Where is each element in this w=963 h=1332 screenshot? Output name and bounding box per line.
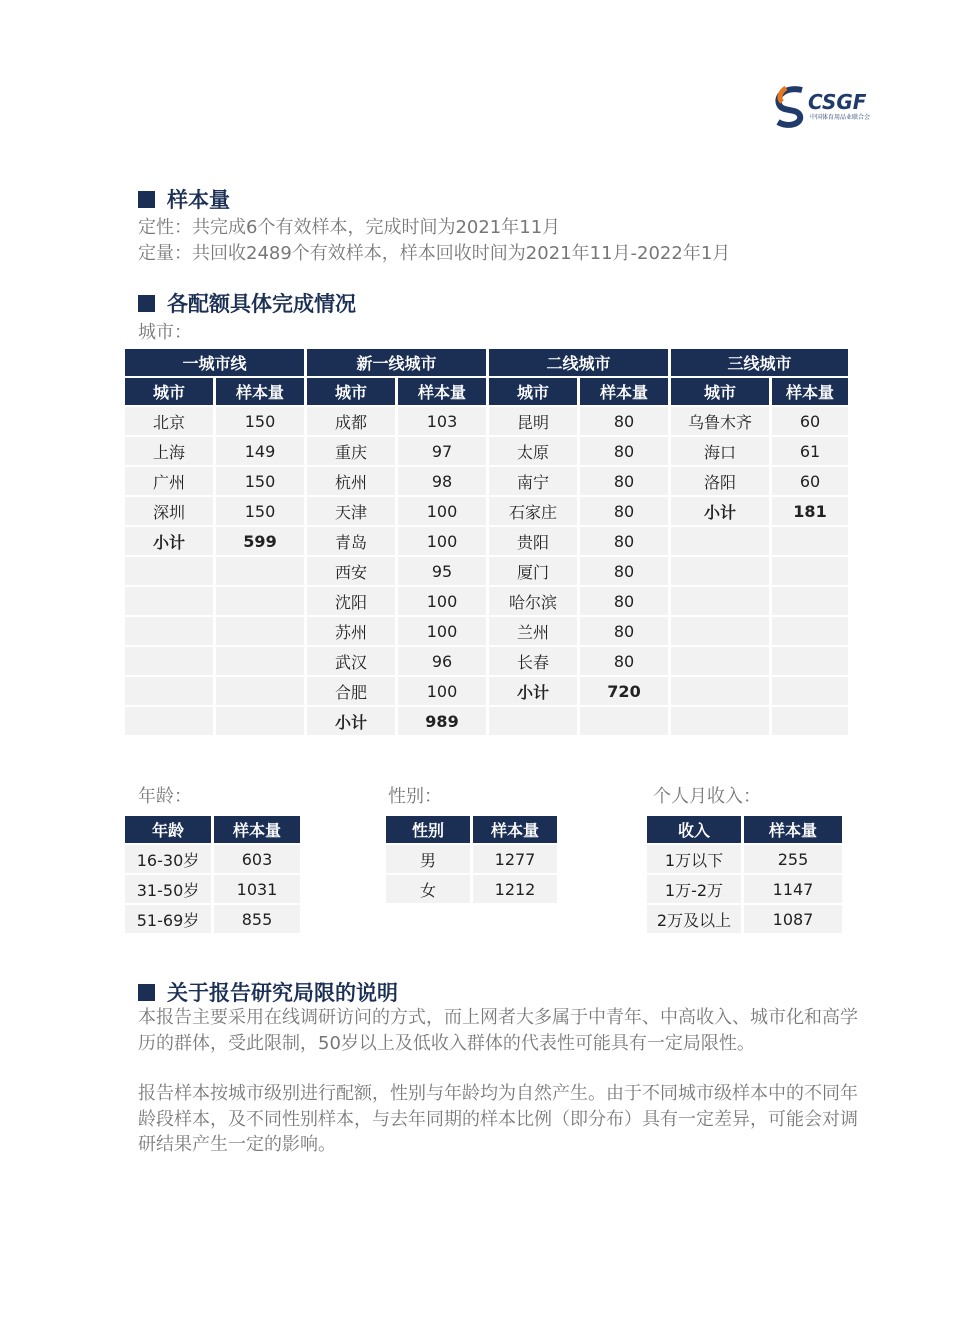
age-table <box>122 814 303 935</box>
age-label: 年龄： <box>138 786 192 807</box>
table-row <box>125 647 848 675</box>
table-row <box>125 587 848 615</box>
col-sample: 样本量 <box>772 378 848 405</box>
table-row <box>125 407 848 435</box>
income-col-header: 收入 <box>647 816 741 843</box>
table-cell: 贵阳 <box>489 527 577 555</box>
table-cell: 苏州 <box>307 617 395 645</box>
table-cell: 80 <box>580 467 668 495</box>
table-cell: 武汉 <box>307 647 395 675</box>
table-row <box>125 437 848 465</box>
table-cell: 1万-2万 <box>647 875 741 903</box>
table-cell: 海口 <box>671 437 769 465</box>
table-cell: 95 <box>398 557 486 585</box>
table-cell: 80 <box>580 437 668 465</box>
table-cell: 合肥 <box>307 677 395 705</box>
table-cell: 广州 <box>125 467 213 495</box>
gender-label: 性别： <box>388 786 442 807</box>
table-cell: 1277 <box>473 845 557 873</box>
table-cell <box>772 557 848 585</box>
table-cell: 150 <box>216 467 304 495</box>
age-col-header: 年龄 <box>125 816 211 843</box>
table-row <box>386 845 557 873</box>
limitations-paragraph-1: 本报告主要采用在线调研访问的方式，而上网者大多属于中青年、中高收入、城市化和高学历的群体，受此限制，50岁以上及低收入群体的代表性可能具有一定局限性。 <box>138 1007 858 1054</box>
table-cell: 南宁 <box>489 467 577 495</box>
table-cell <box>671 587 769 615</box>
table-cell: 杭州 <box>307 467 395 495</box>
table-cell: 深圳 <box>125 497 213 525</box>
table-cell: 石家庄 <box>489 497 577 525</box>
gender-col-header: 性别 <box>386 816 470 843</box>
sample-size-title: 样本量 <box>167 188 230 212</box>
table-row <box>125 905 300 933</box>
table-cell: 女 <box>386 875 470 903</box>
gender-table <box>383 814 560 905</box>
table-cell: 599 <box>216 527 304 555</box>
table-cell: 61 <box>772 437 848 465</box>
logo-tagline: 中国体育用品业联合会 <box>810 114 871 121</box>
tier1-header: 一城市线 <box>125 349 304 376</box>
table-cell: 1212 <box>473 875 557 903</box>
col-city: 城市 <box>125 378 213 405</box>
income-label: 个人月收入： <box>653 786 761 807</box>
limitations-heading <box>138 977 398 1007</box>
table-cell: 2万及以上 <box>647 905 741 933</box>
table-cell: 80 <box>580 647 668 675</box>
table-cell <box>216 707 304 735</box>
tier2-header: 二线城市 <box>489 349 668 376</box>
sample-col-header: 样本量 <box>214 816 300 843</box>
table-cell: 上海 <box>125 437 213 465</box>
table-cell <box>671 527 769 555</box>
tier3-header: 三线城市 <box>671 349 848 376</box>
table-cell <box>216 617 304 645</box>
table-cell <box>772 587 848 615</box>
table-cell: 哈尔滨 <box>489 587 577 615</box>
table-cell: 60 <box>772 467 848 495</box>
table-row <box>125 677 848 705</box>
table-cell: 天津 <box>307 497 395 525</box>
table-cell <box>125 677 213 705</box>
table-cell: 51-69岁 <box>125 905 211 933</box>
table-cell <box>772 617 848 645</box>
table-cell: 昆明 <box>489 407 577 435</box>
table-cell: 80 <box>580 527 668 555</box>
table-cell: 太原 <box>489 437 577 465</box>
sample-size-heading <box>138 184 230 214</box>
table-cell: 80 <box>580 557 668 585</box>
col-city: 城市 <box>671 378 769 405</box>
table-cell: 98 <box>398 467 486 495</box>
table-cell: 60 <box>772 407 848 435</box>
table-cell: 100 <box>398 527 486 555</box>
table-cell: 男 <box>386 845 470 873</box>
table-cell: 80 <box>580 617 668 645</box>
table-cell: 1万以下 <box>647 845 741 873</box>
table-cell: 厦门 <box>489 557 577 585</box>
table-cell: 兰州 <box>489 617 577 645</box>
table-cell <box>671 677 769 705</box>
table-cell: 100 <box>398 677 486 705</box>
table-cell: 长春 <box>489 647 577 675</box>
table-cell: 1147 <box>744 875 842 903</box>
table-cell: 沈阳 <box>307 587 395 615</box>
table-cell: 855 <box>214 905 300 933</box>
quota-title: 各配额具体完成情况 <box>167 292 356 316</box>
table-cell: 16-30岁 <box>125 845 211 873</box>
table-cell <box>671 617 769 645</box>
limitations-paragraph-2: 报告样本按城市级别进行配额，性别与年龄均为自然产生。由于不同城市级样本中的不同年龄段样本，及不同性别样本，与去年同期的样本比例（即分布）具有一定差异，可能会对调研结果产生一定的影响。 <box>138 1083 858 1155</box>
table-row <box>647 875 842 903</box>
table-row <box>125 875 300 903</box>
sample-col-header: 样本量 <box>744 816 842 843</box>
col-city: 城市 <box>489 378 577 405</box>
table-cell: 乌鲁木齐 <box>671 407 769 435</box>
table-cell: 603 <box>214 845 300 873</box>
table-cell <box>489 707 577 735</box>
table-cell <box>125 647 213 675</box>
table-cell: 成都 <box>307 407 395 435</box>
square-bullet-icon <box>138 191 155 208</box>
table-cell: 31-50岁 <box>125 875 211 903</box>
table-cell <box>772 677 848 705</box>
table-cell: 100 <box>398 617 486 645</box>
income-table <box>644 814 845 935</box>
table-row <box>125 707 848 735</box>
age-table-body <box>125 845 300 933</box>
table-cell: 小计 <box>307 707 395 735</box>
table-cell: 149 <box>216 437 304 465</box>
table-row <box>125 557 848 585</box>
city-label: 城市： <box>138 322 192 343</box>
table-cell: 150 <box>216 497 304 525</box>
table-cell: 103 <box>398 407 486 435</box>
gender-table-body <box>386 845 557 903</box>
table-cell: 重庆 <box>307 437 395 465</box>
quota-heading <box>138 288 356 318</box>
table-cell <box>216 587 304 615</box>
table-cell <box>772 527 848 555</box>
table-cell: 989 <box>398 707 486 735</box>
table-cell <box>671 557 769 585</box>
table-cell: 小计 <box>489 677 577 705</box>
table-cell <box>772 647 848 675</box>
table-cell: 100 <box>398 587 486 615</box>
col-sample: 样本量 <box>216 378 304 405</box>
table-row <box>125 467 848 495</box>
city-quota-table <box>122 347 851 737</box>
table-row <box>125 845 300 873</box>
col-city: 城市 <box>307 378 395 405</box>
table-cell: 1031 <box>214 875 300 903</box>
table-row <box>125 497 848 525</box>
csgf-logo <box>772 84 871 128</box>
csgf-logo-icon <box>772 84 812 128</box>
logo-name: CSGF <box>808 90 867 114</box>
table-cell <box>125 617 213 645</box>
table-cell: 北京 <box>125 407 213 435</box>
income-table-body <box>647 845 842 933</box>
square-bullet-icon <box>138 984 155 1001</box>
table-cell <box>125 587 213 615</box>
table-row <box>647 845 842 873</box>
table-cell: 小计 <box>671 497 769 525</box>
table-row <box>125 527 848 555</box>
new-tier1-header: 新一线城市 <box>307 349 486 376</box>
table-cell <box>580 707 668 735</box>
table-cell: 西安 <box>307 557 395 585</box>
table-cell: 青岛 <box>307 527 395 555</box>
col-sample: 样本量 <box>580 378 668 405</box>
table-cell <box>772 707 848 735</box>
table-cell: 小计 <box>125 527 213 555</box>
table-row <box>125 617 848 645</box>
table-cell: 97 <box>398 437 486 465</box>
square-bullet-icon <box>138 295 155 312</box>
quantitative-text: 定量：共回收2489个有效样本，样本回收时间为2021年11月-2022年1月 <box>138 243 731 264</box>
sample-col-header: 样本量 <box>473 816 557 843</box>
table-cell: 100 <box>398 497 486 525</box>
city-table-body <box>125 407 848 735</box>
table-cell: 洛阳 <box>671 467 769 495</box>
table-cell: 720 <box>580 677 668 705</box>
table-cell: 255 <box>744 845 842 873</box>
table-cell <box>671 707 769 735</box>
table-cell <box>216 557 304 585</box>
table-cell: 80 <box>580 497 668 525</box>
col-sample: 样本量 <box>398 378 486 405</box>
table-cell: 150 <box>216 407 304 435</box>
table-cell: 1087 <box>744 905 842 933</box>
table-cell <box>216 677 304 705</box>
table-cell: 181 <box>772 497 848 525</box>
table-cell <box>125 557 213 585</box>
table-cell <box>671 647 769 675</box>
table-cell: 80 <box>580 407 668 435</box>
table-cell <box>125 707 213 735</box>
qualitative-text: 定性：共完成6个有效样本，完成时间为2021年11月 <box>138 217 561 238</box>
limitations-title: 关于报告研究局限的说明 <box>167 981 398 1005</box>
table-cell: 80 <box>580 587 668 615</box>
table-row <box>647 905 842 933</box>
table-row <box>386 875 557 903</box>
table-cell: 96 <box>398 647 486 675</box>
table-cell <box>216 647 304 675</box>
